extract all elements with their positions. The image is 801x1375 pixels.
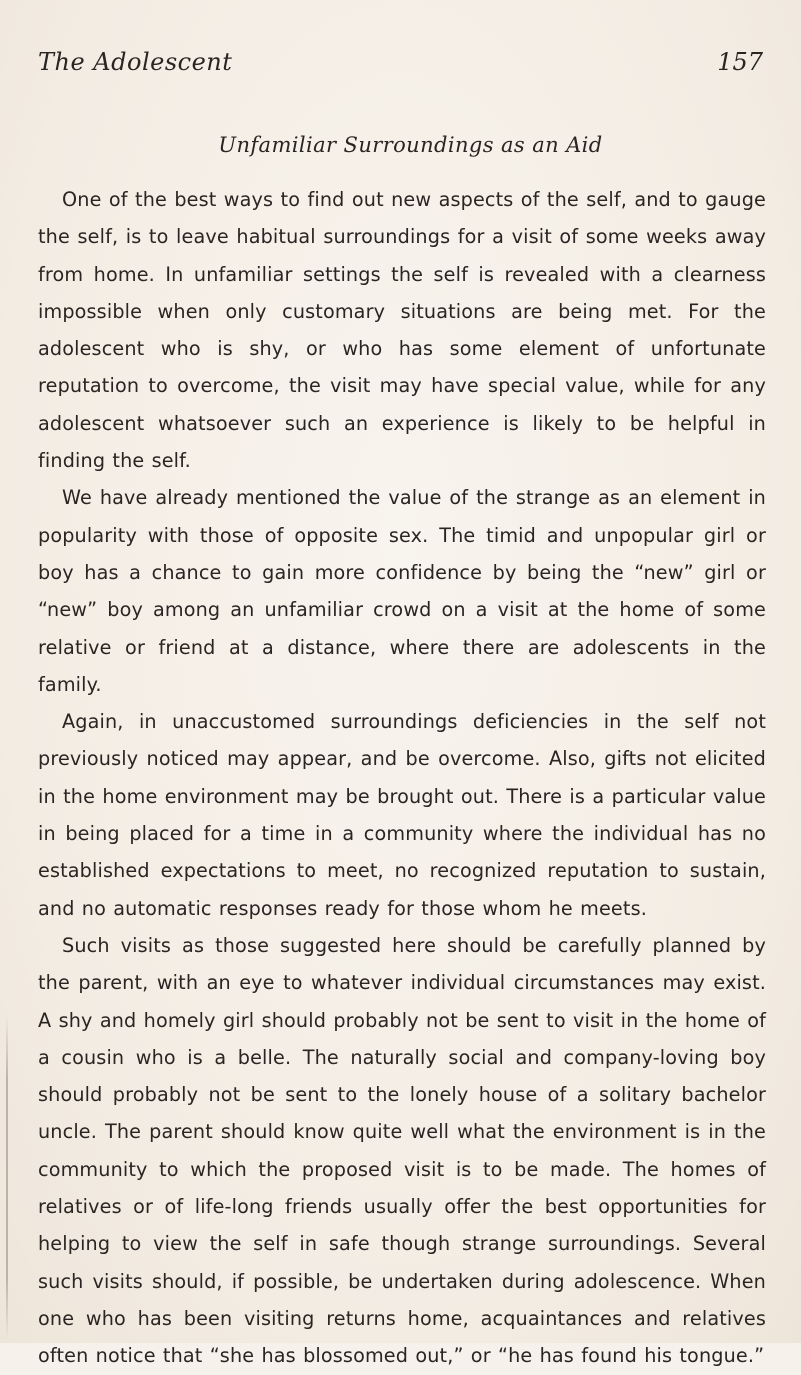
page-edge-shadow [6, 1015, 8, 1340]
running-title: The Adolescent [38, 48, 233, 76]
page-header [38, 48, 763, 80]
paragraph: Such visits as those suggested here should be carefully planned by the parent, with an eye to whatever individual circumstances may exist. A shy and homely girl should probably not be sent to visit in the home of a cousin who is a belle. The naturally social and company-loving boy should probably not be sent to the lonely house of a solitary bachelor uncle. The parent should know quite well what the environment is in the community to which the proposed visit is to be made. The homes of relatives or of life-long friends usually offer the best opportunities for helping to view the self in safe though strange surroundings. Several such visits should, if possible, be undertaken during adolescence. When one who has been visiting returns home, acquaintances and relatives often notice that “she has blossomed out,” or “he has found his tongue.” [38, 933, 766, 1368]
paragraph: One of the best ways to find out new aspects of the self, and to gauge the self, is to leave habitual surroundings for a visit of some weeks away from home. In unfamiliar settings the self is revealed with a clearness impossible when only customary situations are being met. For the adolescent who is shy, or who has some element of unfortunate reputation to overcome, the visit may have special value, while for any adolescent whatsoever such an experience is likely to be helpful in finding the self. [38, 188, 766, 473]
body-text [38, 181, 766, 1375]
page-number: 157 [717, 48, 763, 76]
paragraph: We have already mentioned the value of the strange as an element in popularity with those of opposite sex. The timid and unpopular girl or boy has a chance to gain more confidence by being the “new” girl or “new” boy among an unfamiliar crowd on a visit at the home of some relative or friend at a distance, where there are adolescents in the family. [38, 486, 766, 696]
section-heading: Unfamiliar Surroundings as an Aid [218, 133, 603, 157]
paragraph: Again, in unaccustomed surroundings deficiencies in the self not previously noticed may appear, and be overcome. Also, gifts not elicited in the home environment may be brought out. There is a particular value in being placed for a time in a community where the individual has no established expectations to meet, no recognized reputation to sustain, and no automatic responses ready for those whom he meets. [38, 710, 766, 920]
